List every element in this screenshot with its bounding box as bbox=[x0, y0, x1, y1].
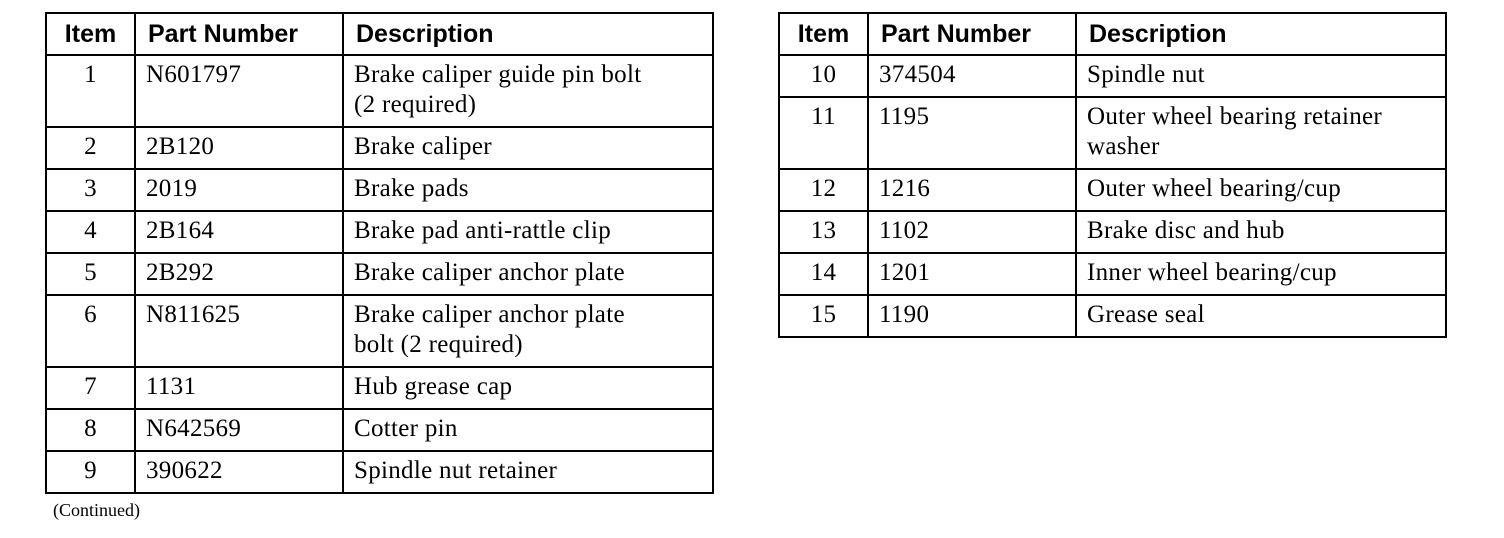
cell-part-number: 2019 bbox=[135, 169, 343, 211]
continued-note: (Continued) bbox=[53, 500, 140, 520]
cell-description bbox=[1076, 295, 1446, 337]
description-line: Brake disc and hub bbox=[1087, 217, 1285, 244]
parts-table-right bbox=[778, 12, 1447, 338]
table-row bbox=[46, 169, 713, 211]
cell-description bbox=[1076, 169, 1446, 211]
cell-description bbox=[1076, 211, 1446, 253]
cell-item: 12 bbox=[779, 169, 868, 211]
cell-part-number: 1102 bbox=[868, 211, 1076, 253]
cell-item: 4 bbox=[46, 211, 135, 253]
table-header-row bbox=[779, 13, 1446, 55]
table-header-row bbox=[46, 13, 713, 55]
cell-item: 11 bbox=[779, 97, 868, 169]
description-line: Spindle nut bbox=[1087, 61, 1205, 88]
cell-item: 10 bbox=[779, 55, 868, 97]
description-line: Inner wheel bearing/cup bbox=[1087, 259, 1337, 286]
column-header-part-number: Part Number bbox=[135, 13, 343, 55]
table-row bbox=[46, 451, 713, 493]
table-row bbox=[779, 211, 1446, 253]
column-header-item: Item bbox=[779, 13, 868, 55]
cell-description bbox=[343, 55, 713, 127]
cell-item: 1 bbox=[46, 55, 135, 127]
table-row bbox=[779, 97, 1446, 169]
cell-description bbox=[343, 451, 713, 493]
cell-description bbox=[343, 211, 713, 253]
cell-part-number: 1216 bbox=[868, 169, 1076, 211]
cell-item: 8 bbox=[46, 409, 135, 451]
cell-description bbox=[343, 253, 713, 295]
description-line: Brake caliper guide pin bolt bbox=[354, 61, 642, 88]
cell-part-number: 1195 bbox=[868, 97, 1076, 169]
description-line: Hub grease cap bbox=[354, 373, 513, 400]
cell-part-number: 2B120 bbox=[135, 127, 343, 169]
column-header-description: Description bbox=[1076, 13, 1446, 55]
table-row bbox=[779, 253, 1446, 295]
cell-item: 5 bbox=[46, 253, 135, 295]
cell-description bbox=[343, 409, 713, 451]
cell-item: 6 bbox=[46, 295, 135, 367]
table-row bbox=[46, 367, 713, 409]
cell-item: 14 bbox=[779, 253, 868, 295]
description-line: Brake pad anti-rattle clip bbox=[354, 217, 611, 244]
table-row bbox=[46, 253, 713, 295]
cell-part-number: 2B164 bbox=[135, 211, 343, 253]
cell-part-number: N601797 bbox=[135, 55, 343, 127]
cell-part-number: N811625 bbox=[135, 295, 343, 367]
cell-description bbox=[1076, 253, 1446, 295]
description-line: Outer wheel bearing retainer bbox=[1087, 103, 1383, 130]
cell-part-number: 390622 bbox=[135, 451, 343, 493]
cell-description bbox=[343, 127, 713, 169]
cell-part-number: N642569 bbox=[135, 409, 343, 451]
cell-item: 7 bbox=[46, 367, 135, 409]
cell-part-number: 1131 bbox=[135, 367, 343, 409]
description-line: Brake caliper anchor plate bbox=[354, 301, 625, 328]
table-row bbox=[46, 295, 713, 367]
description-line: bolt (2 required) bbox=[354, 331, 523, 358]
cell-part-number: 1201 bbox=[868, 253, 1076, 295]
table-row bbox=[779, 169, 1446, 211]
description-line: washer bbox=[1087, 133, 1160, 160]
cell-part-number: 1190 bbox=[868, 295, 1076, 337]
description-line: Outer wheel bearing/cup bbox=[1087, 175, 1342, 202]
column-header-item: Item bbox=[46, 13, 135, 55]
table-row bbox=[46, 127, 713, 169]
parts-table-left bbox=[45, 12, 714, 494]
cell-item: 3 bbox=[46, 169, 135, 211]
table-row bbox=[46, 211, 713, 253]
cell-part-number: 374504 bbox=[868, 55, 1076, 97]
cell-description bbox=[1076, 55, 1446, 97]
table-row bbox=[779, 295, 1446, 337]
description-line: Brake caliper anchor plate bbox=[354, 259, 625, 286]
description-line: Brake pads bbox=[354, 175, 469, 202]
table-row bbox=[46, 409, 713, 451]
cell-item: 15 bbox=[779, 295, 868, 337]
cell-part-number: 2B292 bbox=[135, 253, 343, 295]
table-row bbox=[779, 55, 1446, 97]
description-line: Cotter pin bbox=[354, 415, 458, 442]
cell-item: 9 bbox=[46, 451, 135, 493]
cell-description bbox=[343, 295, 713, 367]
table-row bbox=[46, 55, 713, 127]
column-header-part-number: Part Number bbox=[868, 13, 1076, 55]
column-header-description: Description bbox=[343, 13, 713, 55]
description-line: (2 required) bbox=[354, 91, 477, 118]
description-line: Spindle nut retainer bbox=[354, 457, 558, 484]
cell-item: 2 bbox=[46, 127, 135, 169]
description-line: Grease seal bbox=[1087, 301, 1205, 328]
cell-description bbox=[1076, 97, 1446, 169]
cell-item: 13 bbox=[779, 211, 868, 253]
description-line: Brake caliper bbox=[354, 133, 492, 160]
cell-description bbox=[343, 169, 713, 211]
cell-description bbox=[343, 367, 713, 409]
